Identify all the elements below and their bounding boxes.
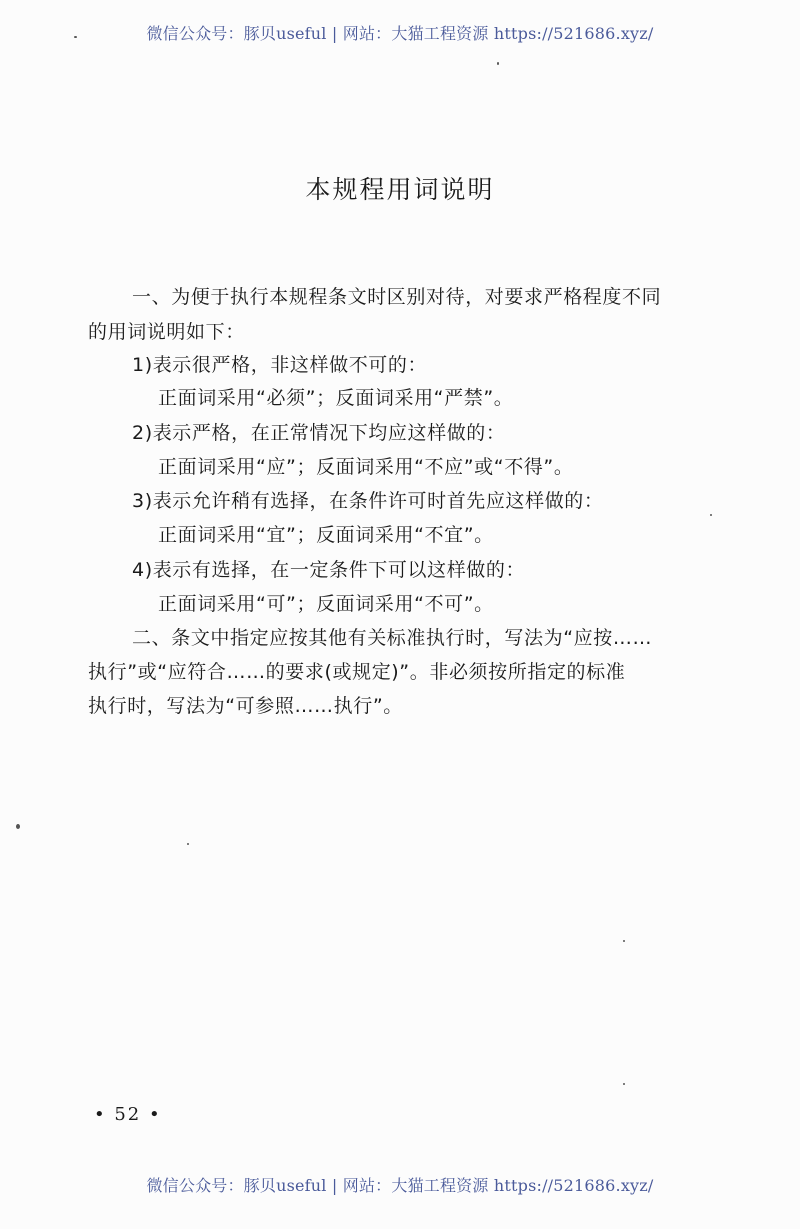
list-item-4: 4)表示有选择，在一定条件下可以这样做的： — [132, 559, 526, 581]
scan-speck — [710, 514, 712, 516]
list-item-2-detail: 正面词采用“应”；反面词采用“不应”或“不得”。 — [158, 456, 574, 478]
list-item-3-detail: 正面词采用“宜”；反面词采用“不宜”。 — [158, 524, 494, 546]
scan-speck — [187, 843, 189, 845]
page-title: 本规程用词说明 — [305, 175, 495, 204]
paragraph-1-line-1: 一、为便于执行本规程条文时区别对待，对要求严格程度不同 — [132, 286, 662, 308]
list-item-1: 1)表示很严格，非这样做不可的： — [132, 354, 428, 376]
paragraph-2-line-3: 执行时，写法为“可参照……执行”。 — [88, 695, 403, 717]
page-number: • 52 • — [94, 1104, 162, 1125]
scan-speck — [74, 36, 77, 38]
paragraph-1-line-2: 的用词说明如下： — [88, 321, 245, 343]
list-item-4-detail: 正面词采用“可”；反面词采用“不可”。 — [158, 593, 494, 615]
watermark-top: 微信公众号：豚贝useful | 网站：大猫工程资源 https://521686.xyz/ — [146, 24, 654, 43]
list-item-1-detail: 正面词采用“必须”；反面词采用“严禁”。 — [158, 387, 514, 409]
scan-speck — [623, 1083, 625, 1085]
scan-speck — [16, 824, 20, 829]
scan-speck — [497, 62, 499, 65]
scan-speck — [623, 940, 625, 942]
list-item-3: 3)表示允许稍有选择，在条件许可时首先应这样做的： — [132, 490, 604, 512]
paragraph-2-line-1: 二、条文中指定应按其他有关标准执行时，写法为“应按…… — [132, 627, 653, 649]
paragraph-2-line-2: 执行”或“应符合……的要求(或规定)”。非必须按所指定的标准 — [88, 661, 626, 683]
watermark-bottom: 微信公众号：豚贝useful | 网站：大猫工程资源 https://521686.xyz/ — [146, 1176, 654, 1195]
list-item-2: 2)表示严格，在正常情况下均应这样做的： — [132, 422, 506, 444]
